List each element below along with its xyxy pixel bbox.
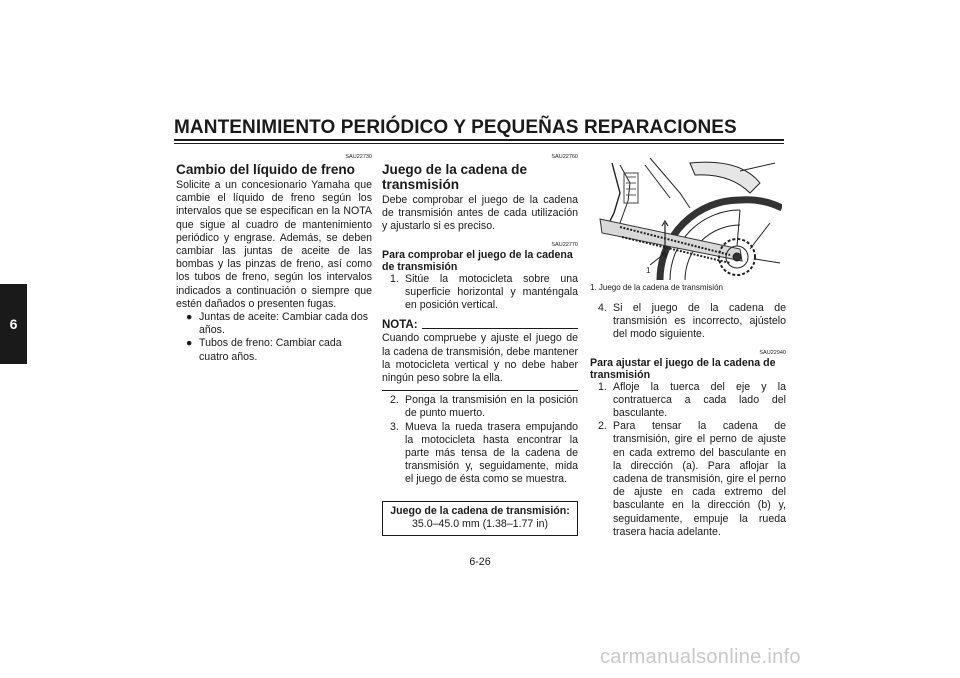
page-number: 6-26 [469, 556, 491, 568]
bullet-item [186, 311, 372, 337]
bullet-dot-icon: ● [186, 311, 193, 324]
section-heading: Juego de la cadena de transmisión [382, 162, 528, 192]
note-bottom-rule [382, 390, 578, 391]
spec-value: 35.0–45.0 mm (1.38–1.77 in) [411, 517, 549, 530]
subsection-heading: Para ajustar el juego de la cadena de transmisión [590, 356, 776, 381]
figure-caption: 1. Juego de la cadena de transmisión [590, 283, 723, 292]
note-header [382, 319, 578, 332]
step-number: 1. [390, 272, 399, 285]
chapter-tab [0, 284, 27, 364]
step-number: 4. [598, 302, 607, 314]
step-text: Si el juego de la cadena de transmisión es incorrecto, ajústelo del modo siguiente. [613, 302, 786, 341]
body-paragraph: Solicite a un concesionario Yamaha que cambie el líquido de freno según los intervalos que se especifican en la NOTA que sigue al cuadro de mantenimiento periódico y engrase. Además, se deben cambiar las juntas de aceite de las bombas y las pinzas de freno, así como los tubos de freno, según los intervalos indicados a continuación o siempre que estén dañados o presenten fugas. [176, 179, 372, 310]
step-number: 1. [598, 380, 607, 393]
watermark: carmanualsonline.info [600, 646, 801, 668]
step-item [390, 394, 578, 420]
title-rule [174, 139, 784, 141]
step-item [390, 421, 578, 487]
step-text: Para tensar la cadena de transmisión, gire el perno de ajuste en cada extremo del basculante en la dirección (a). Para aflojar la cadena de transmisión, gire el perno de ajuste en cada extremo del basculante en la dirección (b) y, seguidamente, empuje la rueda trasera hacia adelante. [613, 420, 786, 538]
column-2 [382, 152, 578, 536]
step-number: 3. [390, 420, 399, 433]
column-1 [176, 152, 372, 364]
page-title: MANTENIMIENTO PERIÓDICO Y PEQUEÑAS REPARACIONES [174, 117, 737, 138]
bullet-text: Juntas de aceite: Cambiar cada dos años. [199, 311, 369, 337]
bullet-item [186, 337, 372, 363]
column-3 [590, 152, 786, 539]
bullet-text: Tubos de freno: Cambiar cada cuatro años. [199, 337, 342, 363]
step-number: 2. [390, 394, 399, 407]
step-text: Mueva la rueda trasera empujando la motocicleta hasta encontrar la parte más tensa de la cadena de transmisión y, seguidamente, mida el juego de ésta como se muestra. [405, 420, 578, 486]
figure-callout: 1 [646, 266, 651, 275]
subsection-code: SAU22770 [551, 241, 578, 248]
step-item [390, 273, 578, 313]
section-code: SAU22730 [345, 154, 372, 160]
step-item [598, 302, 786, 342]
bullet-dot-icon: ● [186, 337, 193, 350]
step-text: Afloje la tuerca del eje y la contratuerca a cada lado del basculante. [613, 380, 786, 420]
section-heading: Cambio del líquido de freno [176, 162, 355, 177]
step-text: Sitúe la motocicleta sobre una superficie horizontal y manténgala en posición vertical. [405, 272, 578, 312]
spec-heading: Juego de la cadena de transmisión: [390, 504, 570, 517]
step-item [598, 420, 786, 539]
body-paragraph: Debe comprobar el juego de la cadena de transmisión antes de cada utilización y ajustarlo si es preciso. [382, 194, 578, 233]
note-text: Cuando compruebe y ajuste el juego de la cadena de transmisión, debe mantener la motocicleta vertical y no debe haber ningún peso sobre la ella. [382, 332, 578, 385]
spec-box [382, 501, 578, 536]
note-rule [422, 328, 578, 329]
subsection-code: SAU22940 [759, 349, 786, 356]
subsection-heading: Para comprobar el juego de la cadena de transmisión [382, 248, 573, 273]
title-rule-thin [174, 143, 784, 144]
chain-slack-figure [590, 153, 782, 280]
step-text: Ponga la transmisión en la posición de punto muerto. [405, 394, 578, 420]
step-number: 2. [598, 420, 607, 433]
note-label: NOTA: [382, 319, 418, 332]
motorcycle-rear-wheel-illustration [590, 153, 782, 280]
chapter-tab-label: 6 [9, 316, 18, 332]
step-item [598, 381, 786, 421]
section-code: SAU22760 [551, 154, 578, 160]
